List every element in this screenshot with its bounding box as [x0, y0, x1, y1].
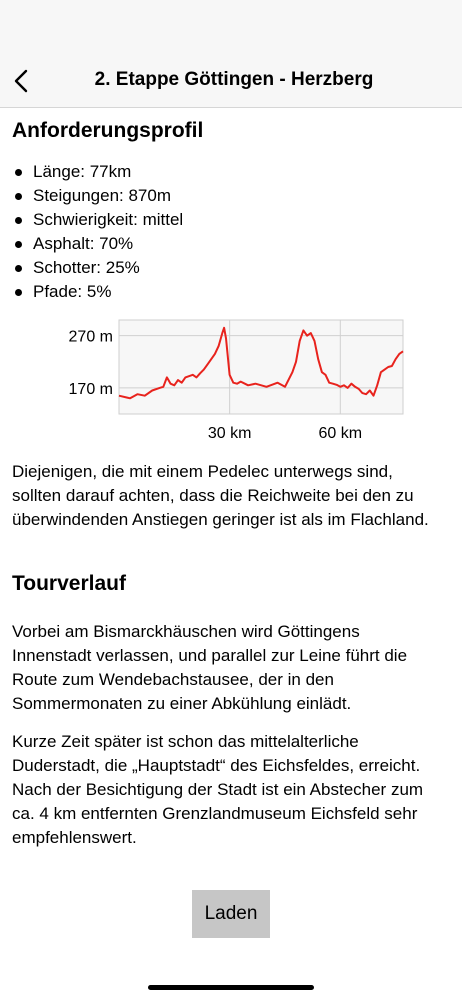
home-indicator [148, 985, 314, 990]
x-tick-label: 60 km [318, 425, 363, 442]
list-item: Schwierigkeit: mittel [12, 208, 183, 232]
elevation-chart [12, 313, 412, 453]
requirements-heading: Anforderungsprofil [12, 119, 204, 142]
requirements-list [12, 160, 183, 304]
page-title: 2. Etappe Göttingen - Herzberg [94, 69, 374, 90]
load-button[interactable]: Laden [192, 890, 270, 938]
tour-paragraph-1: Vorbei am Bismarckhäuschen wird Göttingens Innenstadt verlassen, und parallel zur Leine führt die Route zum Wendebachstausee, der in den Sommermonaten zu einer Abkühlung einlädt. [12, 622, 408, 713]
elevation-chart-svg [12, 313, 412, 453]
plot-area [119, 320, 403, 414]
y-tick-label: 170 m [68, 380, 113, 398]
pedelec-paragraph: Diejenigen, die mit einem Pedelec unterwegs sind, sollten darauf achten, dass die Reichweite bei den zu überwindenden Anstiegen geringer ist als im Flachland. [12, 462, 429, 529]
x-tick-label: 30 km [207, 425, 252, 442]
list-item: Schotter: 25% [12, 256, 183, 280]
tour-heading: Tourverlauf [12, 572, 126, 595]
navigation-bar [0, 0, 462, 108]
list-item: Asphalt: 70% [12, 232, 183, 256]
list-item: Länge: 77km [12, 160, 183, 184]
list-item: Pfade: 5% [12, 280, 183, 304]
y-tick-label: 270 m [68, 328, 113, 346]
list-item: Steigungen: 870m [12, 184, 183, 208]
tour-paragraph-2: Kurze Zeit später ist schon das mittelalterliche Duderstadt, die „Hauptstadt“ des Eichsfeldes, erreicht. Nach der Besichtigung der Stadt ist ein Abstecher zum ca. 4 km entfernten Grenzlandmuseum Eichsfeld sehr empfehlenswert. [12, 732, 424, 847]
